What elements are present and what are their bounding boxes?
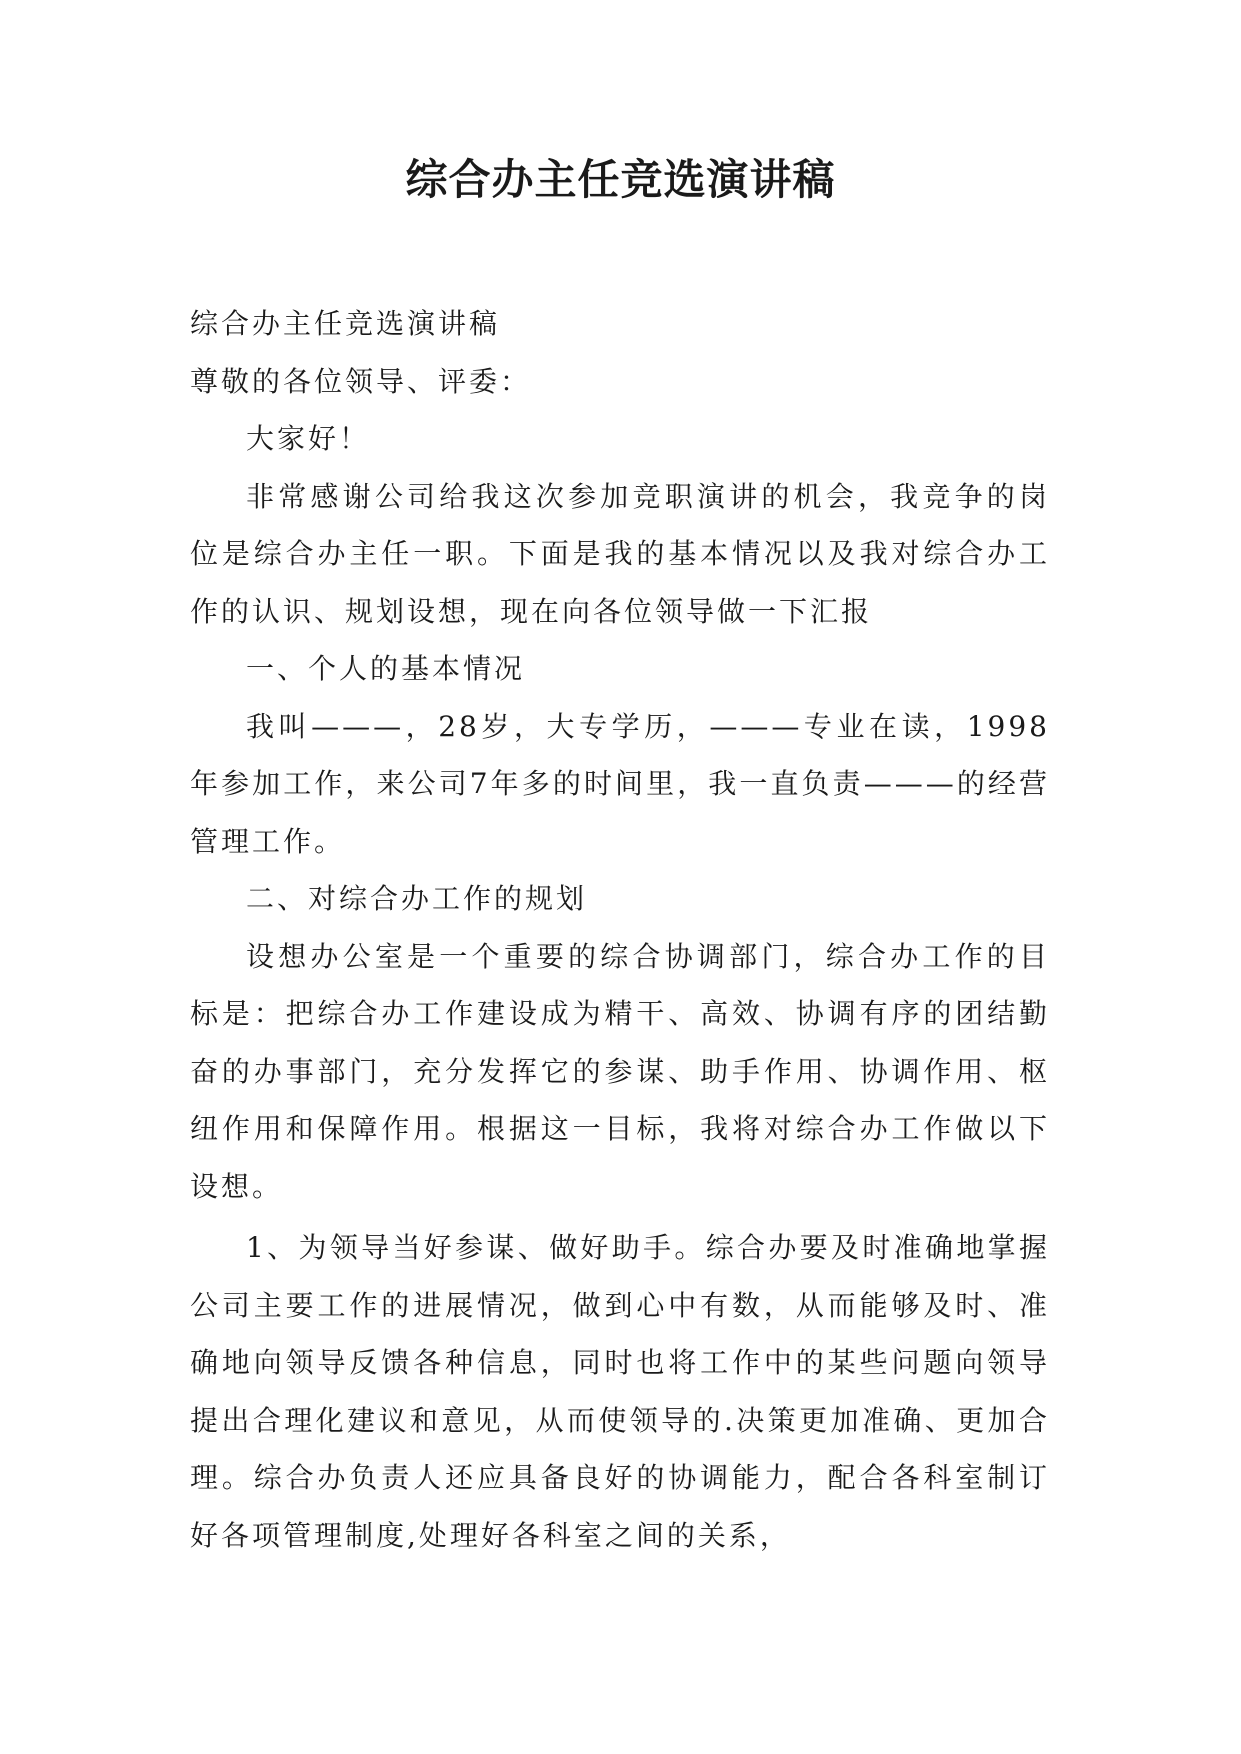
document-body	[190, 295, 1050, 1564]
paragraph-heading: 综合办主任竞选演讲稿	[190, 307, 501, 340]
section-heading-2: 二、对综合办工作的规划	[246, 882, 588, 915]
paragraph-point-1: 1、为领导当好参谋、做好助手。综合办要及时准确地掌握公司主要工作的进展情况，做到心中有数，从而能够及时、准确地向领导反馈各种信息，同时也将工作中的某些问题向领导提出合理化建议和意见，从而使领导的.决策更加准确、更加合理。综合办负责人还应具备良好的协调能力，配合各科室制订好各项管理制度,处理好各科室之间的关系，	[190, 1231, 1050, 1552]
paragraph-salutation: 尊敬的各位领导、评委：	[190, 364, 532, 398]
paragraph-intro: 非常感谢公司给我这次参加竞职演讲的机会，我竞争的岗位是综合办主任一职。下面是我的基本情况以及我对综合办工作的认识、规划设想，现在向各位领导做一下汇报	[190, 479, 1050, 628]
paragraph-goals: 设想办公室是一个重要的综合协调部门，综合办工作的目标是：把综合办工作建设成为精干、高效、协调有序的团结勤奋的办事部门，充分发挥它的参谋、助手作用、协调作用、枢纽作用和保障作用。根据这一目标，我将对综合办工作做以下设想。	[190, 939, 1050, 1203]
paragraph-greeting: 大家好！	[246, 422, 371, 455]
document-title: 综合办主任竞选演讲稿	[405, 155, 836, 204]
paragraph-background: 我叫———，28岁，大专学历，———专业在读，1998年参加工作，来公司7年多的时间里，我一直负责———的经营管理工作。	[190, 709, 1050, 858]
section-heading-1: 一、个人的基本情况	[246, 652, 526, 685]
